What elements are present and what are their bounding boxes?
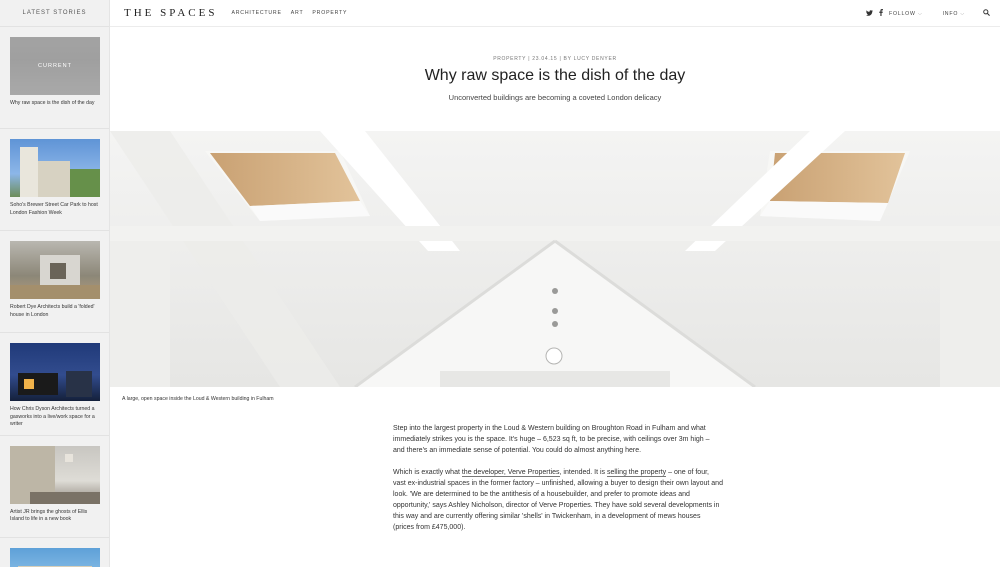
nav-item-architecture[interactable]: ARCHITECTURE bbox=[231, 10, 282, 16]
header-tools bbox=[866, 0, 990, 27]
story-item[interactable] bbox=[0, 231, 109, 333]
story-item[interactable] bbox=[0, 436, 109, 538]
story-caption: Robert Dye Architects build a 'folded' house in London bbox=[10, 304, 95, 318]
ellis-island-thumbnail-graphic bbox=[10, 446, 100, 504]
info-menu[interactable] bbox=[943, 11, 965, 17]
article-meta: PROPERTY | 23.04.15 | BY LUCY DENYER bbox=[493, 56, 617, 62]
site-logo[interactable]: THE SPACES bbox=[124, 7, 218, 19]
story-item-current[interactable] bbox=[0, 27, 109, 129]
story-thumbnail bbox=[10, 139, 100, 197]
facebook-icon[interactable] bbox=[879, 9, 883, 18]
story-thumbnail bbox=[10, 37, 100, 95]
info-label: INFO bbox=[942, 10, 959, 17]
text-run: – one of four, vast ex-industrial spaces in the former factory – unfinished, allowing a buyer to design their own layout and look. 'We are determined to be the antithesis of a housebuilder, and prefer to promote ideas and opportunity,' says Ashley Nicholson, director of Verve Properties. They have sold several developments in this way and are currently offering similar 'shells' in Twickenham, in a development of mews houses (prices from £475,000). bbox=[393, 469, 723, 531]
story-thumbnail bbox=[10, 343, 100, 401]
story-item[interactable] bbox=[0, 538, 109, 567]
paragraph: Step into the largest property in the Loud & Western building on Broughton Road in Fulham and what immediately strikes you is the space. It's huge – 6,523 sq ft, to be precise, with ceilings over 3m high – and there's an immediate sense of potential. You could do almost anything here. bbox=[393, 425, 710, 454]
search-icon[interactable] bbox=[983, 9, 990, 18]
hero-image bbox=[110, 131, 1000, 387]
story-item[interactable] bbox=[0, 333, 109, 436]
hero-caption: A large, open space inside the Loud & Western building in Fulham bbox=[122, 396, 274, 402]
article-subtitle: Unconverted buildings are becoming a coveted London delicacy bbox=[448, 93, 662, 102]
developer-link[interactable]: the developer, Verve Properties bbox=[461, 469, 560, 476]
story-item[interactable] bbox=[0, 129, 109, 231]
nav-item-property[interactable]: PROPERTY bbox=[312, 10, 348, 16]
story-caption: Soho's Brewer Street Car Park to host London Fashion Week bbox=[10, 202, 98, 216]
story-caption: Why raw space is the dish of the day bbox=[10, 100, 95, 106]
story-caption: How Chris Dyson Architects turned a gasworks into a live/work space for a writer bbox=[10, 406, 95, 427]
text-run: Which is exactly what bbox=[393, 469, 462, 476]
sidebar-header: LATEST STORIES bbox=[0, 0, 109, 27]
building-thumbnail-graphic bbox=[10, 139, 100, 197]
text-run: , intended. It is bbox=[559, 469, 608, 476]
chevron-down-icon: ⌵ bbox=[917, 10, 923, 17]
story-thumbnail bbox=[10, 241, 100, 299]
nav-item-art[interactable]: ART bbox=[290, 10, 304, 16]
waterfront-thumbnail-graphic bbox=[10, 548, 100, 567]
latest-stories-sidebar bbox=[0, 0, 110, 567]
house-thumbnail-graphic bbox=[10, 241, 100, 299]
story-thumbnail bbox=[10, 548, 100, 567]
top-navigation-bar bbox=[110, 0, 1000, 27]
story-thumbnail bbox=[10, 446, 100, 504]
twitter-icon[interactable] bbox=[866, 10, 873, 18]
follow-menu[interactable] bbox=[889, 11, 923, 17]
main-nav bbox=[231, 10, 347, 16]
current-badge: CURRENT bbox=[10, 37, 100, 95]
article-body bbox=[393, 423, 723, 544]
chevron-down-icon: ⌵ bbox=[960, 10, 965, 17]
paragraph bbox=[393, 467, 723, 533]
article-title: Why raw space is the dish of the day bbox=[424, 67, 686, 84]
property-link[interactable]: selling the property bbox=[607, 469, 667, 476]
story-caption: Artist JR brings the ghosts of Ellis Island to life in a new book bbox=[10, 508, 88, 522]
follow-label: FOLLOW bbox=[889, 10, 916, 17]
gasworks-thumbnail-graphic bbox=[10, 343, 100, 401]
loft-interior-graphic bbox=[110, 131, 1000, 387]
